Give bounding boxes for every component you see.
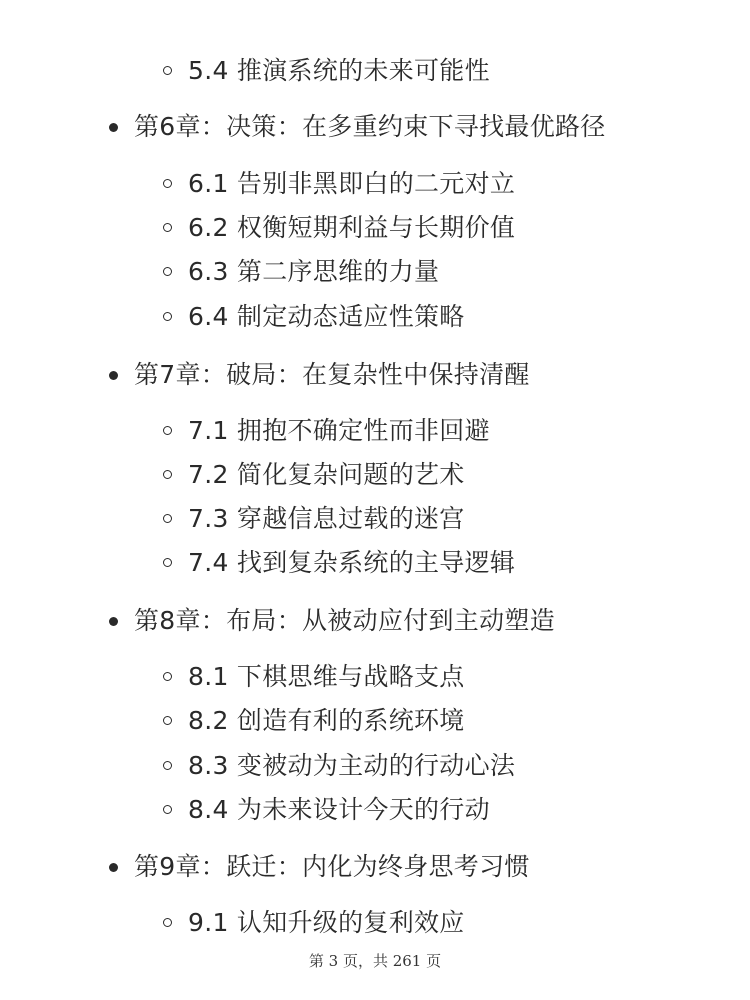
- toc-section-label: 8.3 变被动为主动的行动心法: [188, 751, 516, 780]
- hollow-bullet-icon: [163, 312, 172, 321]
- filled-bullet-icon: [109, 617, 118, 626]
- hollow-bullet-icon: [163, 918, 172, 927]
- hollow-bullet-icon: [163, 470, 172, 479]
- hollow-bullet-icon: [163, 66, 172, 75]
- hollow-bullet-icon: [163, 672, 172, 681]
- hollow-bullet-icon: [163, 223, 172, 232]
- toc-section-label: 6.1 告别非黑即白的二元对立: [188, 169, 516, 198]
- toc-section-label: 7.1 拥抱不确定性而非回避: [188, 416, 490, 445]
- toc-chapter-label: 第6章：决策：在多重约束下寻找最优路径: [134, 112, 606, 141]
- filled-bullet-icon: [109, 123, 118, 132]
- toc-section-label: 5.4 推演系统的未来可能性: [188, 56, 490, 85]
- page-number-footer: 第 3 页，共 261 页: [308, 952, 442, 970]
- toc-section-label: 6.3 第二序思维的力量: [188, 257, 440, 286]
- hollow-bullet-icon: [163, 558, 172, 567]
- hollow-bullet-icon: [163, 514, 172, 523]
- filled-bullet-icon: [109, 371, 118, 380]
- toc-section-label: 7.4 找到复杂系统的主导逻辑: [188, 548, 516, 577]
- toc-chapter-label: 第7章：破局：在复杂性中保持清醒: [134, 360, 530, 389]
- hollow-bullet-icon: [163, 426, 172, 435]
- hollow-bullet-icon: [163, 267, 172, 276]
- hollow-bullet-icon: [163, 805, 172, 814]
- toc-section-label: 8.4 为未来设计今天的行动: [188, 795, 490, 824]
- toc-chapter-label: 第8章：布局：从被动应付到主动塑造: [134, 606, 556, 635]
- hollow-bullet-icon: [163, 179, 172, 188]
- toc-section-label: 8.2 创造有利的系统环境: [188, 706, 465, 735]
- toc-chapter-label: 第9章：跃迁：内化为终身思考习惯: [134, 852, 530, 881]
- toc-section-label: 7.2 简化复杂问题的艺术: [188, 460, 465, 489]
- toc-section-label: 7.3 穿越信息过载的迷宫: [188, 504, 465, 533]
- hollow-bullet-icon: [163, 716, 172, 725]
- hollow-bullet-icon: [163, 761, 172, 770]
- toc-section-label: 6.4 制定动态适应性策略: [188, 302, 465, 331]
- filled-bullet-icon: [109, 863, 118, 872]
- toc-section-label: 6.2 权衡短期利益与长期价值: [188, 213, 516, 242]
- toc-section-label: 9.1 认知升级的复利效应: [188, 908, 465, 937]
- toc-section-label: 8.1 下棋思维与战略支点: [188, 662, 465, 691]
